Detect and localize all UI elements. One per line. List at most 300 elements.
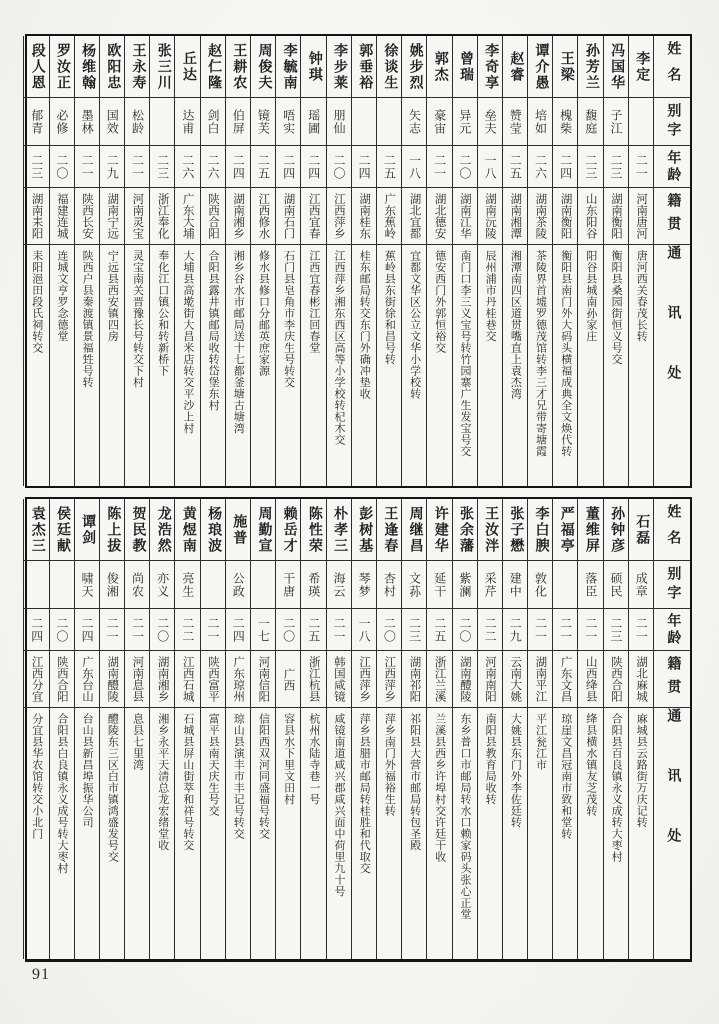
entry-zi-text: 硕民 xyxy=(609,571,624,598)
entry-zi-text: 杏村 xyxy=(382,571,397,598)
entry-native-text: 湖南耒阳 xyxy=(30,193,43,239)
entry-address-text: 东乡普口市邮局转水口赖家码头张心正堂 xyxy=(458,713,471,920)
entry-age xyxy=(578,146,602,188)
entry-name-text: 张余藩 xyxy=(457,505,473,554)
entry-age-text: 二五 xyxy=(256,153,271,180)
entry-address-text: 石门县皂角市李庆生号转交 xyxy=(282,250,295,388)
entry-zi-text: 亮生 xyxy=(180,571,195,598)
entry-native-text: 湖南湘潭 xyxy=(509,193,522,239)
entry-age xyxy=(276,146,300,188)
entry-native xyxy=(24,188,48,245)
entry-native xyxy=(503,188,527,245)
entry-native-text: 江西修水 xyxy=(257,193,270,239)
entry-address-text: 台山县新昌埠振华公司 xyxy=(81,713,94,828)
entry-native-text: 江西萍乡 xyxy=(332,193,345,239)
entry-name xyxy=(175,499,199,561)
entry-zi xyxy=(125,561,149,609)
entry-age xyxy=(150,609,174,651)
entry-name xyxy=(503,36,527,98)
entry-name xyxy=(377,36,401,98)
entry-address-text: 唐河西关春茂长转 xyxy=(635,250,648,342)
entry-native xyxy=(175,188,199,245)
entry-address xyxy=(453,245,477,486)
entry-address-text: 石城县屏山街萃和祥号转交 xyxy=(181,713,194,851)
entry-address-text: 富平县南天庆生号交 xyxy=(207,713,220,817)
entry-address xyxy=(402,245,426,486)
entry-native-text: 陕西富平 xyxy=(206,656,219,702)
entry-address xyxy=(226,245,250,486)
entry-address-text: 大姚县东门外李佐廷转 xyxy=(509,713,522,828)
entry-native-text: 广东文昌 xyxy=(559,656,572,702)
entry-native-text: 江西萍乡 xyxy=(358,656,371,702)
entry-zi xyxy=(402,561,426,609)
entry-name xyxy=(629,499,653,561)
entry-zi xyxy=(478,98,502,146)
entry-name xyxy=(327,499,351,561)
entry-age-text: 一七 xyxy=(256,616,271,643)
entry-native xyxy=(528,651,552,708)
entry-zi-text: 镜芙 xyxy=(256,108,271,135)
header-courtesy-name xyxy=(654,98,690,146)
header-age xyxy=(654,609,690,651)
entry-age-text: 二四 xyxy=(231,153,246,180)
entry-native-text: 河南唐河 xyxy=(635,193,648,239)
entry-address xyxy=(150,245,174,486)
entry-zi-text: 国效 xyxy=(105,108,120,135)
entry-address xyxy=(553,708,577,959)
entry-zi xyxy=(578,98,602,146)
entry-zi-text: 伯屏 xyxy=(231,108,246,135)
entry-native-text: 陕西合阳 xyxy=(55,656,68,702)
entry-address-text: 蕉岭县东街徐和昌号转 xyxy=(383,250,396,365)
entry-name xyxy=(503,499,527,561)
entry-age-text: 二五 xyxy=(508,153,523,180)
entry-age xyxy=(226,609,250,651)
entry-age xyxy=(301,146,325,188)
entry-native-text: 浙江兰溪 xyxy=(433,656,446,702)
entry-zi xyxy=(427,98,451,146)
entry-zi xyxy=(578,561,602,609)
entry-native xyxy=(604,188,628,245)
entry-zi-text: 琴梦 xyxy=(357,571,372,598)
entry-zi-text: 瑶圃 xyxy=(306,108,321,135)
entry-name-text: 徐谈生 xyxy=(382,42,398,91)
entry-zi-text: 紫澜 xyxy=(457,571,472,598)
entry-native-text: 山西绛县 xyxy=(584,656,597,702)
entry-age-text: 二一 xyxy=(583,616,598,643)
entry-age xyxy=(276,609,300,651)
entry-name xyxy=(175,36,199,98)
entry-age xyxy=(528,146,552,188)
entry-name-text: 罗汝正 xyxy=(54,42,70,91)
entry-zi-text: 干唐 xyxy=(281,571,296,598)
entry-name-text: 李白腴 xyxy=(533,505,549,554)
entry-name-text: 陈上拔 xyxy=(105,505,121,554)
entry-age-text: 二五 xyxy=(306,616,321,643)
entry-name xyxy=(427,36,451,98)
entry-address xyxy=(528,245,552,486)
entry-age xyxy=(629,609,653,651)
entry-address xyxy=(301,245,325,486)
entry-native-text: 湖北德安 xyxy=(433,193,446,239)
entry-zi xyxy=(175,561,199,609)
entry-address-text: 湘潭南四区道贯嘴直上袁杰湾 xyxy=(509,250,522,400)
entry-name xyxy=(50,36,74,98)
entry-age xyxy=(100,146,124,188)
entry-native xyxy=(75,651,99,708)
entry-zi xyxy=(478,561,502,609)
entry-column xyxy=(401,36,426,486)
entry-zi xyxy=(553,98,577,146)
entry-age xyxy=(553,609,577,651)
entry-name-text: 李步莱 xyxy=(332,42,347,91)
entry-name xyxy=(402,499,426,561)
entry-zi xyxy=(604,561,628,609)
entry-column xyxy=(552,499,577,959)
entry-name-text: 黄煜南 xyxy=(180,505,196,554)
entry-address xyxy=(453,708,477,959)
entry-name-text: 周继昌 xyxy=(407,505,423,554)
entry-native-text: 浙江杭县 xyxy=(307,656,320,702)
entry-name-text: 冯国华 xyxy=(609,42,625,91)
entry-address xyxy=(578,708,602,959)
entry-age-text: 二六 xyxy=(206,153,221,180)
entry-age xyxy=(604,146,628,188)
entry-name xyxy=(578,499,602,561)
entry-zi xyxy=(150,561,174,609)
entry-name-text: 孙钟彦 xyxy=(609,505,625,554)
entry-name xyxy=(75,499,99,561)
entry-native xyxy=(327,188,351,245)
entry-native xyxy=(377,188,401,245)
entry-column xyxy=(527,36,552,486)
entry-age-text: 二一 xyxy=(634,616,649,643)
entry-age-text: 二一 xyxy=(558,616,573,643)
entry-address xyxy=(24,245,48,486)
entry-native xyxy=(629,188,653,245)
entry-zi xyxy=(226,98,250,146)
entry-name-text: 王耕农 xyxy=(231,42,247,91)
entry-address-text: 南阳县教育局收转 xyxy=(484,713,497,805)
entry-name-text: 龙浩然 xyxy=(155,505,171,554)
entry-native xyxy=(453,188,477,245)
entry-address xyxy=(125,245,149,486)
entry-column xyxy=(225,499,250,959)
entry-address xyxy=(327,245,351,486)
entry-address xyxy=(528,708,552,959)
entry-native-text: 湖南桂东 xyxy=(358,193,371,239)
entry-zi xyxy=(453,561,477,609)
entry-native xyxy=(201,651,225,708)
entry-native-text: 江西分宜 xyxy=(30,656,43,702)
entry-column xyxy=(603,36,628,486)
entry-column xyxy=(49,499,74,959)
entry-address-text: 宁远县西安镇四房 xyxy=(106,250,119,342)
entry-age xyxy=(478,609,502,651)
entry-age-text: 二〇 xyxy=(54,153,69,180)
entry-address xyxy=(125,708,149,959)
entry-name-text: 欧阳忠 xyxy=(105,42,121,91)
entry-native-text: 湖南醴陵 xyxy=(458,656,471,702)
entry-age-text: 二九 xyxy=(508,616,523,643)
entry-address xyxy=(251,708,275,959)
entry-column xyxy=(426,36,451,486)
entry-name xyxy=(453,499,477,561)
entry-zi-text: 郁青 xyxy=(29,108,44,135)
entry-name xyxy=(604,36,628,98)
entry-native-text: 河南灵宝 xyxy=(131,193,144,239)
entry-name xyxy=(24,36,48,98)
entry-name xyxy=(276,36,300,98)
entry-zi xyxy=(352,98,376,146)
entry-age-text: 二〇 xyxy=(54,616,69,643)
entry-name-text: 赖岳才 xyxy=(281,505,297,554)
entry-zi xyxy=(503,98,527,146)
entry-zi xyxy=(453,98,477,146)
entry-name-text: 贺民教 xyxy=(130,505,146,554)
entry-name xyxy=(453,36,477,98)
entry-zi xyxy=(75,561,99,609)
entry-column xyxy=(452,36,477,486)
entry-native-text: 江西宜春 xyxy=(307,193,320,239)
entry-age-text: 二一 xyxy=(130,153,145,180)
entry-native-text: 湖北麻城 xyxy=(635,656,648,702)
entry-address-text: 信阳西双河同盛福号转交 xyxy=(257,713,270,840)
entry-address-text: 平江瓮江市 xyxy=(534,713,547,771)
entry-address-text: 麻城县云路街万庆记转 xyxy=(635,713,648,828)
entry-native-text: 湖北宜都 xyxy=(408,193,421,239)
entry-column xyxy=(200,499,225,959)
entry-address xyxy=(553,245,577,486)
entry-name-text: 彭树基 xyxy=(357,505,373,554)
entry-column xyxy=(477,499,502,959)
entry-native-text: 河南南阳 xyxy=(484,656,497,702)
entry-zi-text: 达甫 xyxy=(180,108,195,135)
header-native-place-text: 籍贯 xyxy=(665,193,681,239)
entry-age-text: 二一 xyxy=(533,616,548,643)
entry-address-text: 息县七里湾 xyxy=(131,713,144,771)
entry-column xyxy=(603,499,628,959)
entry-native-text: 福建连城 xyxy=(55,193,68,239)
entry-column xyxy=(23,499,48,959)
entry-age-text: 二五 xyxy=(432,616,447,643)
entry-address xyxy=(201,245,225,486)
entry-address xyxy=(276,708,300,959)
entry-address xyxy=(604,708,628,959)
entry-name xyxy=(553,36,577,98)
entry-age xyxy=(503,146,527,188)
entry-native xyxy=(100,188,124,245)
entry-address-text: 萍乡县腊市邮局转桂胜和代取交 xyxy=(358,713,371,874)
entry-age xyxy=(578,609,602,651)
entry-age-text: 二三 xyxy=(155,153,170,180)
entry-address-text: 南门口李三义宝号转竹园寨广生发宝号交 xyxy=(458,250,471,457)
entry-age xyxy=(24,146,48,188)
entry-name-text: 王梁 xyxy=(558,50,574,83)
entry-age-text: 二四 xyxy=(281,153,296,180)
entry-zi-text: 成章 xyxy=(634,571,649,598)
entry-age xyxy=(75,146,99,188)
entry-name xyxy=(478,499,502,561)
header-column xyxy=(653,36,690,486)
entry-column xyxy=(74,499,99,959)
entry-native xyxy=(150,651,174,708)
entry-name xyxy=(604,499,628,561)
entry-age-text: 二一 xyxy=(105,616,120,643)
entry-address xyxy=(629,245,653,486)
entry-age-text: 二三 xyxy=(407,616,422,643)
entry-address-text: 萍乡南门外福裕生转 xyxy=(383,713,396,817)
entry-name-text: 杨维翰 xyxy=(80,42,96,91)
entry-zi xyxy=(175,98,199,146)
entry-age-text: 二四 xyxy=(306,153,321,180)
entry-age xyxy=(553,146,577,188)
entry-zi-text: 采芹 xyxy=(483,571,498,598)
entry-address xyxy=(604,245,628,486)
entry-age xyxy=(175,146,199,188)
entry-native xyxy=(175,651,199,708)
entry-name-text: 袁杰三 xyxy=(29,505,45,554)
entry-native-text: 湖南湘乡 xyxy=(156,656,169,702)
entry-address xyxy=(175,708,199,959)
header-age xyxy=(654,146,690,188)
entry-zi xyxy=(377,98,401,146)
entry-column xyxy=(426,499,451,959)
entry-column xyxy=(552,36,577,486)
entry-address xyxy=(75,708,99,959)
entry-native xyxy=(352,651,376,708)
entry-address-text: 陕西户县秦渡镇景福甡号转 xyxy=(81,250,94,388)
entry-address xyxy=(578,245,602,486)
entry-zi xyxy=(24,98,48,146)
entry-zi xyxy=(629,98,653,146)
entry-native-text: 广东蕉岭 xyxy=(383,193,396,239)
entry-name xyxy=(226,499,250,561)
entry-column xyxy=(577,36,602,486)
entry-native-text: 山东阳谷 xyxy=(584,193,597,239)
entry-native-text: 广东大埔 xyxy=(181,193,194,239)
entry-age xyxy=(50,609,74,651)
entry-name-text: 王逢春 xyxy=(382,505,398,554)
entry-age xyxy=(528,609,552,651)
entry-age-text: 二三 xyxy=(29,153,44,180)
entry-age xyxy=(150,146,174,188)
entry-address xyxy=(427,245,451,486)
entry-address-text: 湘乡永平天清总龙宏绪堂收 xyxy=(156,713,169,851)
entry-zi-text: 亦义 xyxy=(155,571,170,598)
entry-name-text: 王汝泮 xyxy=(483,505,499,554)
entry-age-text: 二四 xyxy=(558,153,573,180)
entry-age xyxy=(604,609,628,651)
entry-zi xyxy=(226,561,250,609)
entry-zi xyxy=(100,98,124,146)
entry-native xyxy=(578,188,602,245)
entry-zi xyxy=(276,98,300,146)
entry-native-text: 河南息县 xyxy=(131,656,144,702)
entry-native-text: 湖南平江 xyxy=(534,656,547,702)
entry-zi xyxy=(201,561,225,609)
entry-age xyxy=(402,146,426,188)
entry-address-text: 兰溪县西乡许埠村交许廷干收 xyxy=(433,713,446,863)
entry-column xyxy=(174,36,199,486)
entry-zi xyxy=(528,561,552,609)
register-table-top xyxy=(25,34,692,488)
entry-address xyxy=(478,708,502,959)
entry-column xyxy=(477,36,502,486)
entry-name-text: 曾瑞 xyxy=(457,50,473,83)
entry-age-text: 二六 xyxy=(533,153,548,180)
register-table-bottom xyxy=(25,497,692,962)
entry-address-text: 茶陵界首墟罗德茂馆转李三才兄带寄塘霞 xyxy=(534,250,547,457)
entry-name xyxy=(528,499,552,561)
entry-column xyxy=(351,36,376,486)
entry-name xyxy=(201,36,225,98)
entry-column xyxy=(502,36,527,486)
entry-column xyxy=(250,499,275,959)
entry-native-text: 陕西合阳 xyxy=(206,193,219,239)
entry-column xyxy=(577,499,602,959)
entry-name-text: 李奇享 xyxy=(483,42,499,91)
entry-address-text: 琼崖文昌冠南市致和堂转 xyxy=(559,713,572,840)
entry-address-text: 大埔县高墘街大昌米店转交平沙上村 xyxy=(181,250,194,434)
entry-zi xyxy=(327,98,351,146)
entry-column xyxy=(99,499,124,959)
entry-name-text: 钟琪 xyxy=(306,50,322,83)
entry-age xyxy=(251,146,275,188)
entry-age xyxy=(377,609,401,651)
entry-column xyxy=(49,36,74,486)
entry-address-text: 宜都文华区公立文华小学校转 xyxy=(408,250,421,400)
header-native-place xyxy=(654,188,690,245)
entry-address-text: 琼山县演丰市丰记号转交 xyxy=(232,713,245,840)
entry-native-text: 云南大姚 xyxy=(509,656,522,702)
entry-native xyxy=(100,651,124,708)
entry-name xyxy=(578,36,602,98)
entry-address-text: 耒阳浥田段氏祠转交 xyxy=(30,250,43,354)
entry-zi-text: 文荪 xyxy=(407,571,422,598)
entry-address-text: 修水县修口分邮英庶家源 xyxy=(257,250,270,377)
entry-name xyxy=(478,36,502,98)
entry-address-text: 合阳县露井镇邮局收转岱堡东村 xyxy=(207,250,220,411)
entry-native xyxy=(578,651,602,708)
entry-column xyxy=(124,499,149,959)
entry-age xyxy=(402,609,426,651)
entry-name xyxy=(352,36,376,98)
header-native-place-text: 籍贯 xyxy=(665,656,681,702)
entry-zi-text: 唔实 xyxy=(281,108,296,135)
entry-column xyxy=(149,499,174,959)
entry-name xyxy=(125,499,149,561)
entry-name xyxy=(251,499,275,561)
entry-native-text: 陕西长安 xyxy=(81,193,94,239)
entry-age xyxy=(201,609,225,651)
entry-column xyxy=(300,499,325,959)
entry-name-text: 李定 xyxy=(634,50,650,83)
entry-name xyxy=(24,499,48,561)
entry-age-text: 二四 xyxy=(231,616,246,643)
entry-native-text: 韩国咸镜 xyxy=(332,656,345,702)
entry-native xyxy=(50,188,74,245)
entry-zi-text: 尚农 xyxy=(130,571,145,598)
entry-age xyxy=(24,609,48,651)
entry-zi xyxy=(50,98,74,146)
header-address xyxy=(654,708,690,959)
entry-age-text: 二二 xyxy=(483,616,498,643)
entry-address xyxy=(251,245,275,486)
entry-age-text: 二九 xyxy=(105,153,120,180)
entry-age-text: 一八 xyxy=(357,616,372,643)
entry-zi xyxy=(427,561,451,609)
